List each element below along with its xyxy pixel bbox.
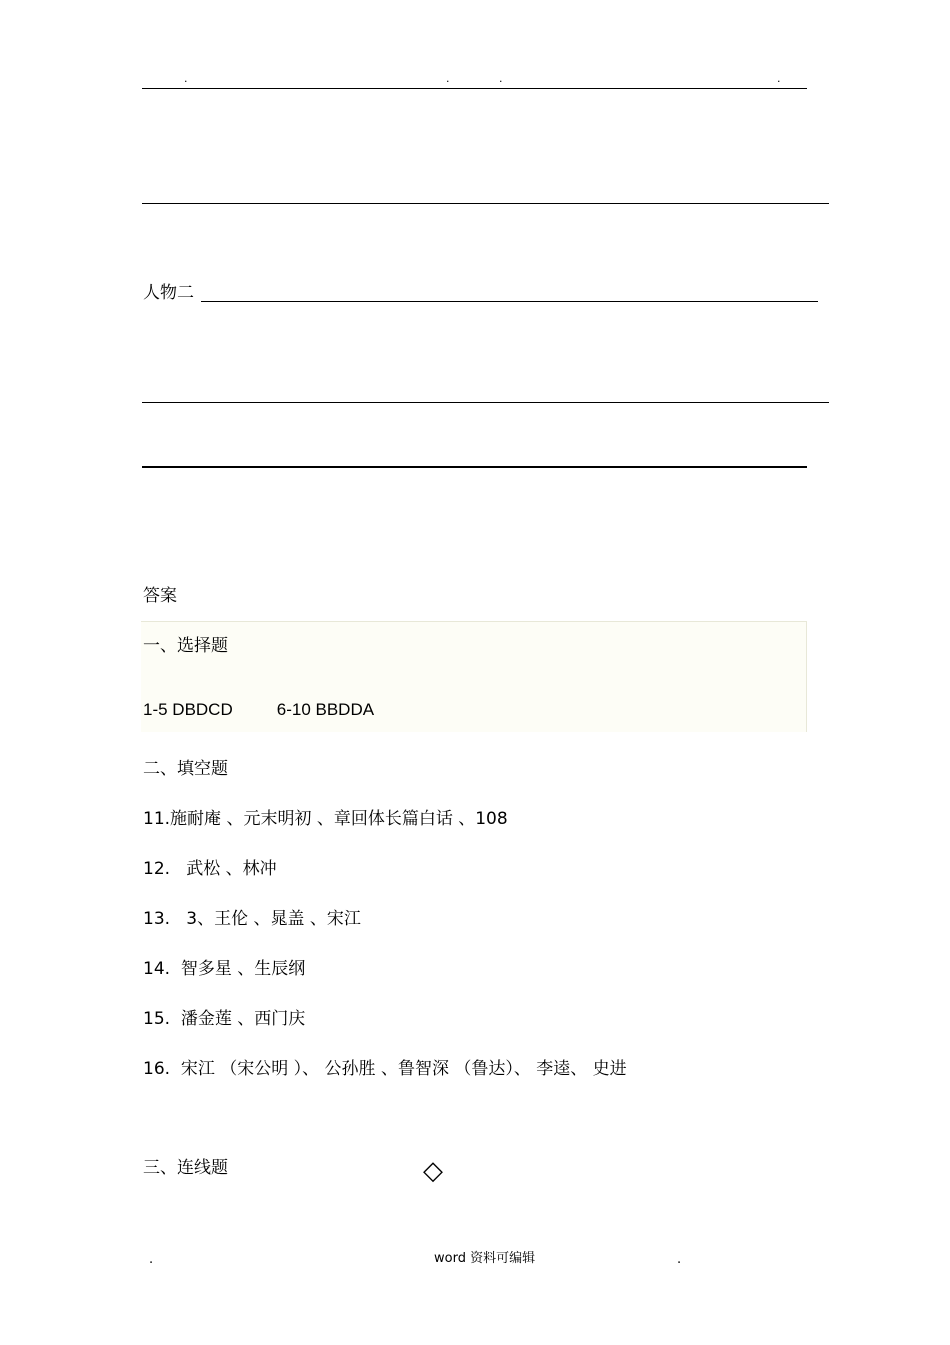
answer-blank-line-2 [142,402,829,403]
answers-6-10: 6-10 BBDDA [276,700,375,719]
header-dot-4: . [777,72,781,85]
header-dot-1: . [184,72,188,85]
section2-title: 二、填空题 [143,759,228,779]
fill-answer-12: 12. 武松 、林冲 [143,859,277,879]
footer-right-dot: . [677,1252,682,1267]
section1-title: 一、选择题 [143,636,228,656]
multiple-choice-answers [143,699,374,721]
character-two-label: 人物二 [143,283,194,303]
answer-blank-line-1 [142,203,829,204]
answers-heading: 答案 [143,586,177,606]
fill-answer-16: 16. 宋江 （宋公明 ）、 公孙胜 、鲁智深 （鲁达）、 李逵、 史进 [143,1059,627,1079]
fill-answer-15: 15. 潘金莲 、西门庆 [143,1009,306,1029]
footer-left-dot: . [149,1252,154,1267]
diamond-icon: ◇ [423,1156,443,1186]
answers-1-5: 1-5 DBDCD [143,700,233,719]
header-rule [142,88,807,89]
section-divider [142,466,807,468]
character-two-blank-line[interactable] [201,301,818,302]
footer-center-text: word 资料可编辑 [434,1251,536,1266]
fill-answer-11: 11.施耐庵 、元末明初 、章回体长篇白话 、108 [143,809,508,829]
fill-answer-13: 13. 3、王伦 、晁盖 、宋江 [143,909,361,929]
header-dot-2: . [446,72,450,85]
section3-title: 三、连线题 [143,1158,228,1178]
header-dot-3: . [499,72,503,85]
fill-answer-14: 14. 智多星 、生辰纲 [143,959,306,979]
